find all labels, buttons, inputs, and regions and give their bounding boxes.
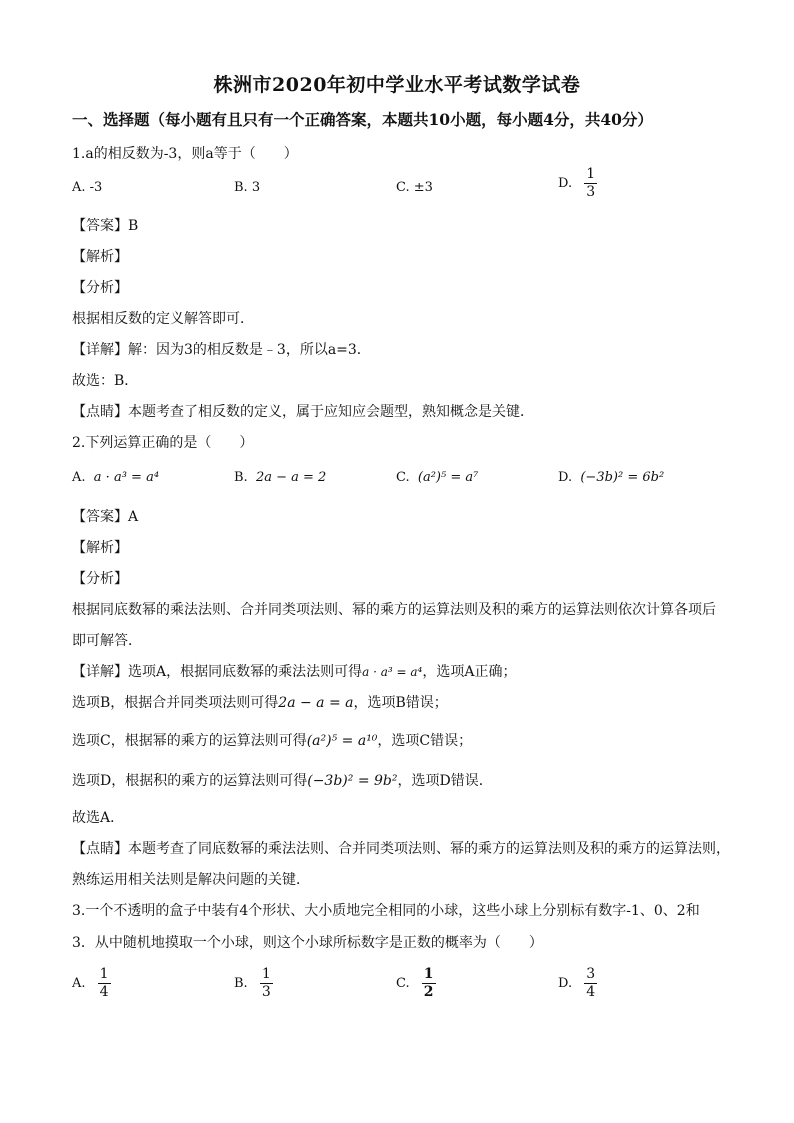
option-label: D. [558, 470, 573, 485]
option-label: D. [558, 976, 573, 991]
q1-fenxi-tag: 【分析】 [72, 280, 128, 296]
q3-option-c-fraction [422, 966, 436, 1001]
q3-stem-line1: 3.一个不透明的盒子中装有4个形状、大小质地完全相同的小球，这些小球上分别标有数字-1、0、2和 [72, 903, 700, 919]
q2-detail-a [72, 661, 516, 681]
option-formula: a · a³ = a⁴ [93, 470, 160, 485]
option-label: C. [396, 470, 410, 485]
fraction-numerator: 1 [99, 966, 109, 982]
answer-tag: 【答案】 [72, 509, 128, 525]
detail-tag: 【详解】 [72, 664, 128, 680]
answer-value: A [128, 509, 139, 525]
option-label: A. [72, 470, 86, 485]
detail-text: ，选项D错误． [397, 773, 493, 789]
fraction-denominator: 4 [586, 984, 596, 1000]
q3-option-a [72, 966, 111, 1001]
detail-formula: a · a³ = a⁴ [362, 665, 423, 679]
comment-text: 本题考查了相反数的定义，属于应知应会题型，熟知概念是关键． [128, 404, 534, 420]
q3-stem-line2: 3．从中随机地摸取一个小球，则这个小球所标数字是正数的概率为（ ） [72, 935, 543, 951]
q2-option-c [396, 470, 478, 485]
fraction-numerator: 1 [586, 166, 596, 182]
fraction-numerator: 3 [586, 966, 596, 982]
q1-stem: 1.a的相反数为-3，则a等于（ ） [72, 146, 298, 162]
comment-tag: 【点睛】 [72, 841, 128, 857]
q3-option-b-fraction [260, 966, 273, 1001]
q2-analysis-line2: 即可解答． [72, 633, 142, 649]
q1-comment [72, 401, 534, 421]
fraction-denominator: 3 [261, 984, 271, 1000]
q1-option-c: C. ±3 [396, 180, 433, 195]
q2-option-d [558, 470, 664, 485]
document-title: 株洲市2020年初中学业水平考试数学试卷 [213, 74, 581, 96]
q2-answer [72, 506, 138, 526]
q1-choose: 故选：B． [72, 373, 139, 389]
q3-option-a-fraction [98, 966, 111, 1001]
q2-fenxi-tag: 【分析】 [72, 571, 128, 587]
fraction-denominator: 2 [423, 984, 434, 1000]
q1-option-d [558, 166, 597, 201]
q1-detail [72, 339, 371, 359]
option-formula: (a²)⁵ = a⁷ [417, 470, 479, 485]
q3-option-d-fraction [584, 966, 597, 1001]
q1-jiexi-tag: 【解析】 [72, 249, 128, 265]
q2-stem: 2.下列运算正确的是（ ） [72, 435, 254, 451]
q2-option-a [72, 470, 159, 485]
fraction-denominator: 4 [99, 984, 109, 1000]
detail-formula: (−3b)² = 9b² [307, 773, 398, 789]
q3-option-b [234, 966, 273, 1001]
detail-formula: (a²)⁵ = a¹⁰ [306, 733, 378, 749]
section-heading: 一、选择题（每小题有且只有一个正确答案，本题共10小题，每小题4分，共40分） [72, 110, 653, 129]
option-formula: 2a − a = 2 [255, 470, 327, 485]
detail-text: 选项A，根据同底数幂的乘法法则可得 [128, 664, 363, 680]
detail-text: 选项B，根据合并同类项法则可得 [72, 695, 279, 711]
answer-tag: 【答案】 [72, 218, 128, 234]
q2-option-b [234, 470, 326, 485]
q2-detail-c [72, 730, 472, 750]
fraction-denominator: 3 [586, 184, 596, 200]
q1-option-b: B. 3 [234, 180, 261, 195]
option-label: B. [234, 976, 248, 991]
answer-value: B [128, 218, 139, 234]
q2-comment-line2: 熟练运用相关法则是解决问题的关键． [72, 872, 310, 888]
q1-option-d-fraction [584, 166, 597, 201]
q2-comment-line1 [72, 838, 730, 858]
q1-option-d-label: D. [558, 176, 573, 191]
q3-option-d [558, 966, 597, 1001]
detail-text: 选项C，根据幂的乘方的运算法则可得 [72, 733, 307, 749]
comment-tag: 【点睛】 [72, 404, 128, 420]
q2-detail-b [72, 692, 448, 712]
fraction-numerator: 1 [423, 966, 434, 982]
detail-formula: 2a − a = a [278, 695, 354, 711]
q2-detail-d [72, 770, 493, 790]
option-label: B. [234, 470, 248, 485]
option-formula: (−3b)² = 6b² [580, 470, 665, 485]
q1-option-a: A. -3 [72, 180, 103, 195]
detail-text: 选项D，根据积的乘方的运算法则可得 [72, 773, 308, 789]
q2-choose: 故选A． [72, 810, 125, 826]
comment-text: 本题考查了同底数幂的乘法法则、合并同类项法则、幂的乘方的运算法则及积的乘方的运算法则， [128, 841, 730, 857]
q2-jiexi-tag: 【解析】 [72, 540, 128, 556]
detail-text: ，选项C错误； [377, 733, 473, 749]
fraction-numerator: 1 [261, 966, 271, 982]
option-label: C. [396, 976, 410, 991]
q1-analysis: 根据相反数的定义解答即可． [72, 311, 254, 327]
detail-text: ，选项B错误； [353, 695, 448, 711]
q1-answer [72, 215, 138, 235]
detail-text: ，选项A正确； [422, 664, 517, 680]
option-label: A. [72, 976, 86, 991]
q3-option-c [396, 966, 436, 1001]
detail-tag: 【详解】 [72, 342, 128, 358]
q2-analysis-line1: 根据同底数幂的乘法法则、合并同类项法则、幂的乘方的运算法则及积的乘方的运算法则依次计算各项后 [72, 602, 716, 618]
detail-text: 解：因为3的相反数是﹣3，所以a=3． [128, 342, 371, 358]
